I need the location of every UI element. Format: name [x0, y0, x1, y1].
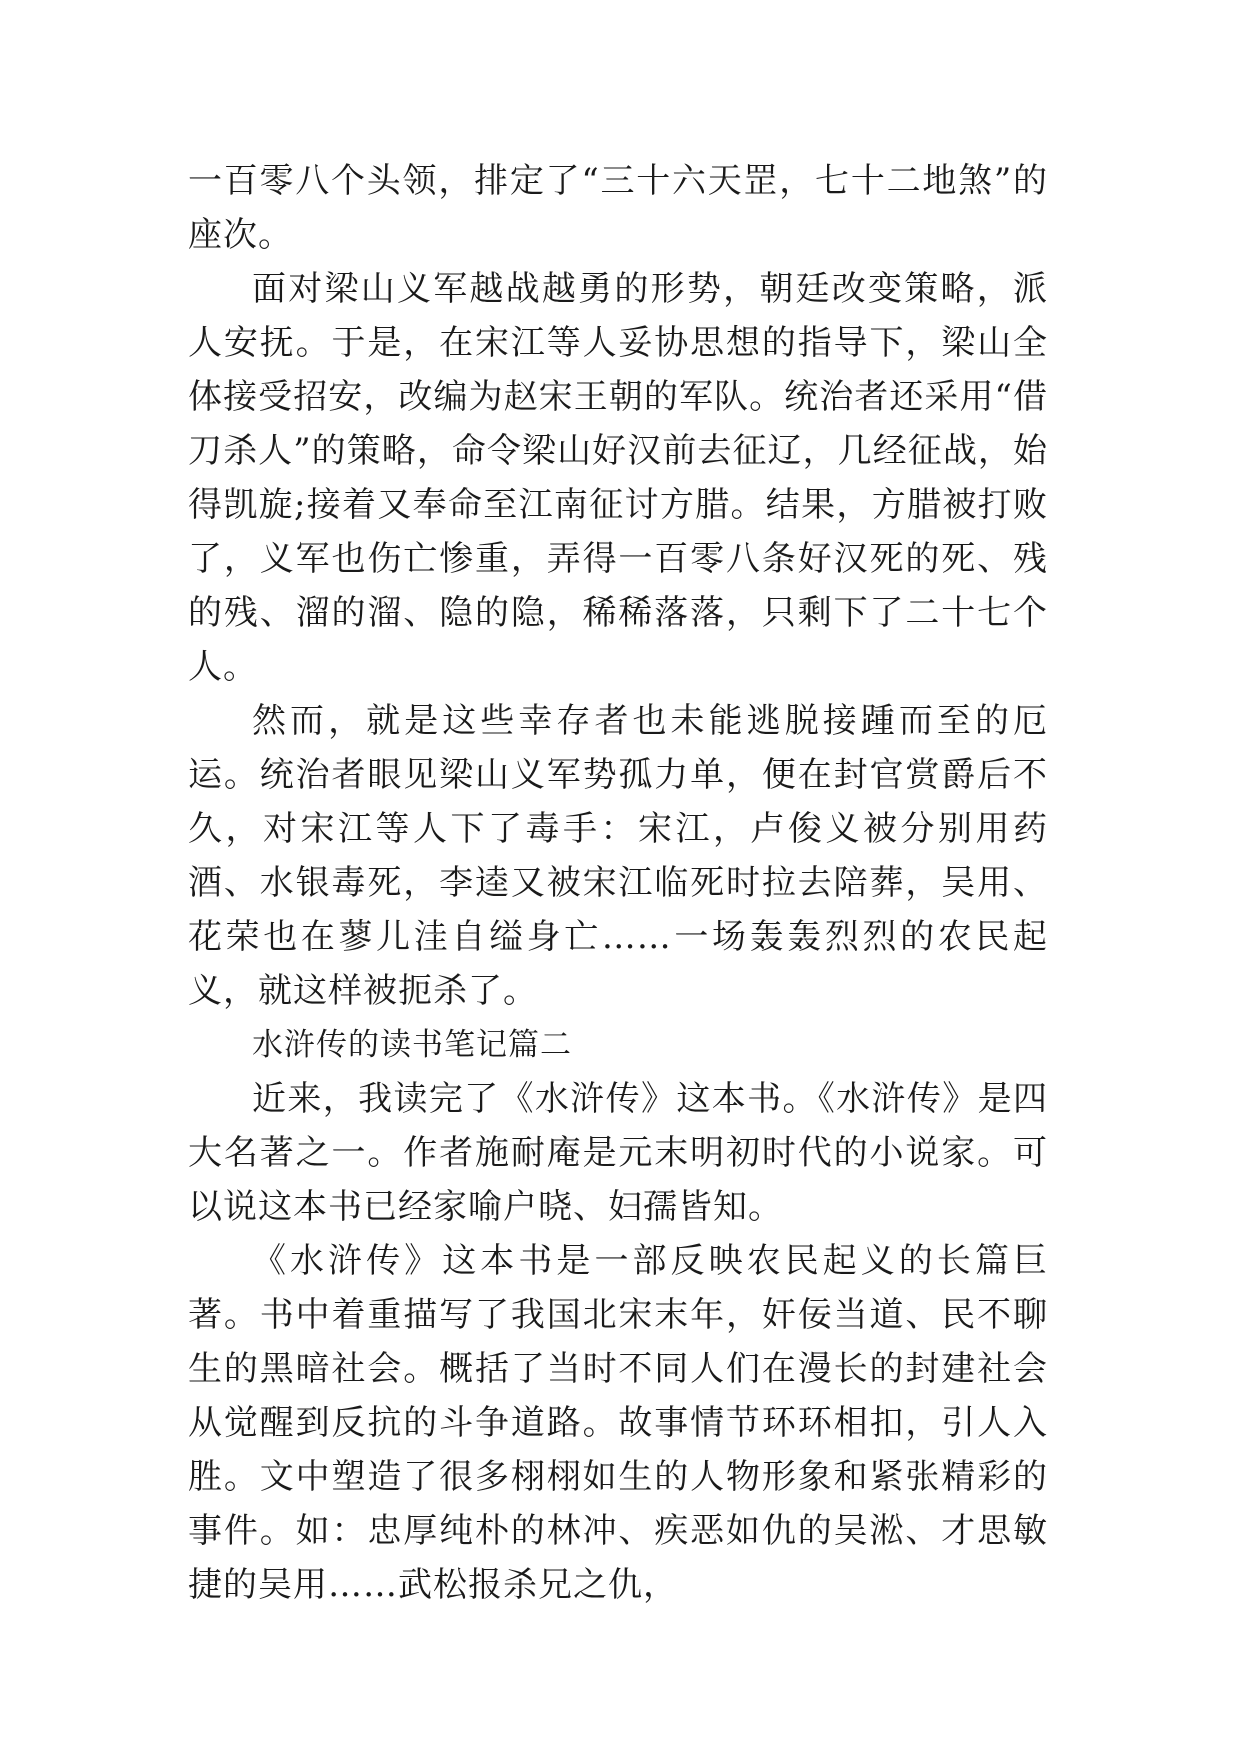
paragraph-fate: 然而，就是这些幸存者也未能逃脱接踵而至的厄运。统治者眼见梁山义军势孤力单，便在封官赏爵后不久，对宋江等人下了毒手：宋江，卢俊义被分别用药酒、水银毒死，李逵又被宋江临死时拉去陪葬，吴用、花荣也在蓼儿洼自缢身亡……一场轰轰烈烈的农民起义，就这样被扼杀了。	[188, 701, 1048, 1011]
document-body	[188, 154, 1048, 1612]
paragraph-amnesty: 面对梁山义军越战越勇的形势，朝廷改变策略，派人安抚。于是，在宋江等人妥协思想的指导下，梁山全体接受招安，改编为赵宋王朝的军队。统治者还采用“借刀杀人”的策略，命令梁山好汉前去征辽，几经征战，始得凯旋;接着又奉命至江南征讨方腊。结果，方腊被打败了，义军也伤亡惨重，弄得一百零八条好汉死的死、残的残、溜的溜、隐的隐，稀稀落落，只剩下了二十七个人。	[188, 269, 1048, 687]
paragraph-continuation: 一百零八个头领，排定了“三十六天罡，七十二地煞”的座次。	[188, 161, 1048, 255]
paragraph-summary: 《水浒传》这本书是一部反映农民起义的长篇巨著。书中着重描写了我国北宋末年，奸佞当道、民不聊生的黑暗社会。概括了当时不同人们在漫长的封建社会从觉醒到反抗的斗争道路。故事情节环环相扣，引人入胜。文中塑造了很多栩栩如生的人物形象和紧张精彩的事件。如：忠厚纯朴的林冲、疾恶如仇的吴淞、才思敏捷的吴用……武松报杀兄之仇，	[188, 1241, 1048, 1605]
paragraph-intro: 近来，我读完了《水浒传》这本书。《水浒传》是四大名著之一。作者施耐庵是元末明初时代的小说家。可以说这本书已经家喻户晓、妇孺皆知。	[188, 1079, 1048, 1227]
section-heading: 水浒传的读书笔记篇二	[252, 1027, 572, 1063]
